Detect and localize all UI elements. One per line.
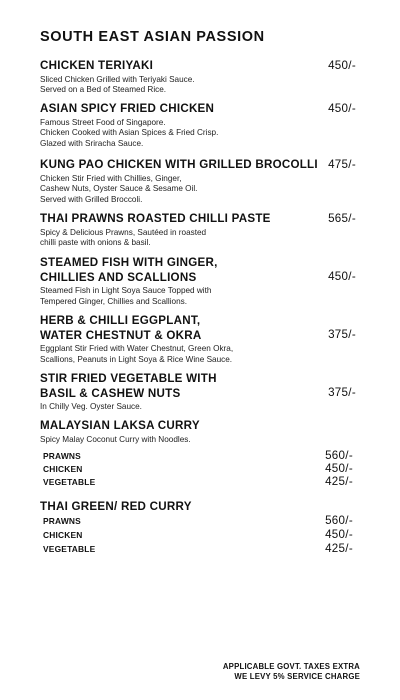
- option-label: VEGETABLE: [43, 477, 96, 487]
- section-title: SOUTH EAST ASIAN PASSION: [40, 29, 265, 45]
- option-price: 425/-: [325, 475, 353, 488]
- menu-item-stir-fried-vegetable: [40, 372, 360, 413]
- option-label: CHICKEN: [43, 464, 83, 474]
- option-label: PRAWNS: [43, 516, 81, 526]
- option-row: [43, 450, 355, 464]
- option-price: 450/-: [325, 528, 353, 541]
- item-name: CHICKEN TERIYAKI: [40, 59, 154, 72]
- item-price: 375/-: [328, 386, 356, 399]
- option-row: [43, 476, 355, 490]
- option-row: [43, 543, 355, 557]
- item-price: 375/-: [328, 328, 356, 341]
- item-price: 475/-: [328, 158, 356, 171]
- item-description: Spicy & Delicious Prawns, Sautéed in roasted chilli paste with onions & basil.: [40, 227, 207, 248]
- menu-item-thai-green-red-curry: [40, 500, 360, 515]
- menu-item-kung-pao-chicken: [40, 158, 360, 205]
- tax-notice-line: APPLICABLE GOVT. TAXES EXTRA: [222, 662, 360, 671]
- menu-item-steamed-fish: [40, 256, 360, 307]
- menu-item-malaysian-laksa-curry: [40, 419, 360, 445]
- option-price: 425/-: [325, 542, 353, 555]
- option-row: [43, 529, 355, 543]
- menu-item-herb-chilli-eggplant: [40, 314, 360, 365]
- tax-notice: [223, 662, 360, 681]
- item-name: ASIAN SPICY FRIED CHICKEN: [40, 102, 215, 115]
- item-price: 450/-: [328, 59, 356, 72]
- item-price: 450/-: [328, 270, 356, 283]
- item-description: Steamed Fish in Light Soya Sauce Topped with Tempered Ginger, Chillies and Scallions.: [40, 286, 212, 306]
- service-charge-line: WE LEVY 5% SERVICE CHARGE: [234, 671, 360, 681]
- item-name: STEAMED FISH WITH GINGER, CHILLIES AND SCALLIONS: [40, 256, 218, 284]
- option-price: 560/-: [325, 514, 353, 527]
- option-label: VEGETABLE: [43, 544, 96, 554]
- item-description: Eggplant Stir Fried with Water Chestnut, Green Okra, Scallions, Peanuts in Light Soya & Rice Wine Sauce.: [40, 344, 234, 364]
- option-label: CHICKEN: [43, 530, 83, 540]
- item-price: 565/-: [328, 212, 356, 225]
- option-label: PRAWNS: [43, 451, 81, 461]
- item-name: THAI PRAWNS ROASTED CHILLI PASTE: [40, 212, 271, 225]
- item-description: Sliced Chicken Grilled with Teriyaki Sauce. Served on a Bed of Steamed Rice.: [40, 74, 195, 95]
- item-description: Famous Street Food of Singapore. Chicken Cooked with Asian Spices & Fried Crisp. Glazed with Sriracha Sauce.: [40, 117, 219, 148]
- item-description: Chicken Stir Fried with Chillies, Ginger, Cashew Nuts, Oyster Sauce & Sesame Oil. Served with Grilled Broccoli.: [40, 173, 198, 204]
- item-name: KUNG PAO CHICKEN WITH GRILLED BROCOLLI: [40, 158, 318, 171]
- menu-item-chicken-teriyaki: [40, 59, 360, 96]
- menu-item-thai-prawns: [40, 212, 360, 249]
- item-description: Spicy Malay Coconut Curry with Noodles.: [40, 434, 191, 444]
- item-price: 450/-: [328, 102, 356, 115]
- item-name: MALAYSIAN LAKSA CURRY: [40, 419, 200, 432]
- option-row: [43, 515, 355, 529]
- menu-item-asian-spicy-fried-chicken: [40, 102, 360, 149]
- option-price: 450/-: [325, 462, 353, 475]
- item-description: In Chilly Veg. Oyster Sauce.: [40, 402, 142, 411]
- item-name: HERB & CHILLI EGGPLANT, WATER CHESTNUT & OKRA: [40, 314, 202, 342]
- item-name: THAI GREEN/ RED CURRY: [40, 500, 192, 513]
- option-price: 560/-: [325, 449, 353, 462]
- option-row: [43, 463, 355, 477]
- item-name: STIR FRIED VEGETABLE WITH BASIL & CASHEW NUTS: [40, 372, 217, 400]
